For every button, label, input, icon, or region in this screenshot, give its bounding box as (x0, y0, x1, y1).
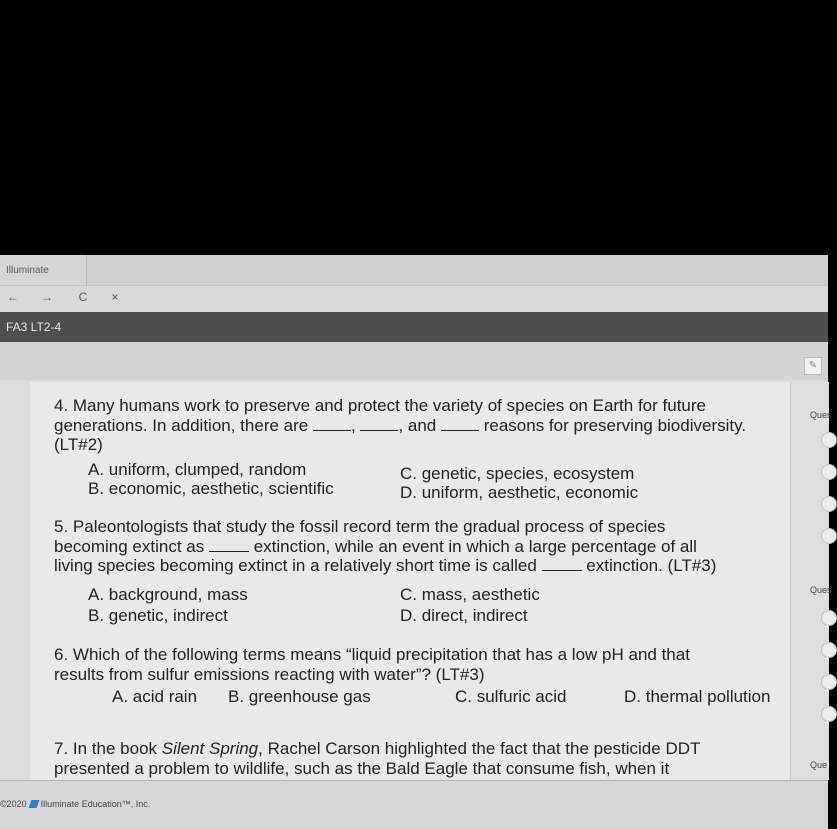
question-4-line-1: 4. Many humans work to preserve and protect the variety of species on Earth for future (54, 396, 706, 415)
question-5 (54, 517, 716, 576)
q5-option-a[interactable]: A. background, mass (88, 585, 248, 604)
forward-icon[interactable]: → (41, 290, 53, 304)
question-navigator (790, 382, 832, 780)
question-5-line-1: 5. Paleontologists that study the fossil record term the gradual process of species (54, 517, 666, 536)
assessment-titlebar (0, 312, 828, 342)
footer (0, 780, 828, 829)
assessment-title: FA3 LT2-4 (6, 320, 62, 334)
question-dot[interactable] (821, 706, 837, 722)
browser-window (0, 255, 832, 828)
question-5-line-2: becoming extinct as extinction, while an event in which a large percentage of all (54, 536, 697, 556)
answer-blank (360, 416, 398, 431)
answer-blank (542, 556, 582, 571)
q4-option-c[interactable]: C. genetic, species, ecosystem (400, 464, 635, 483)
answer-blank (441, 416, 479, 431)
question-document (30, 382, 790, 780)
q4-option-a[interactable]: A. uniform, clumped, random (88, 460, 307, 479)
close-icon[interactable]: × (111, 290, 119, 304)
edit-icon[interactable]: ✎ (804, 357, 822, 375)
question-dot[interactable] (821, 528, 837, 544)
tab-bar (0, 255, 828, 285)
q6-option-d[interactable]: D. thermal pollution (624, 687, 771, 706)
q6-option-c[interactable]: C. sulfuric acid (455, 687, 567, 706)
question-7-line-2: presented a problem to wildlife, such as the Bald Eagle that consume fish, when it (54, 758, 670, 778)
question-6-line-2: results from sulfur emissions reacting with water”? (LT#3) (54, 664, 485, 684)
question-nav-label[interactable]: Ques (810, 585, 832, 595)
answer-blank (313, 416, 351, 431)
question-dot[interactable] (821, 432, 837, 448)
illuminate-logo-icon (28, 800, 39, 808)
navigation-bar (0, 285, 828, 312)
back-icon[interactable]: ← (7, 290, 19, 304)
browser-tab[interactable] (0, 255, 87, 285)
question-4 (54, 396, 746, 455)
book-title: Silent Spring (161, 739, 259, 758)
question-5-line-3: living species becoming extinct in a relatively short time is called extinction. (LT#3) (54, 556, 717, 575)
q6-option-a[interactable]: A. acid rain (112, 687, 198, 706)
question-6 (54, 645, 690, 684)
q5-option-c[interactable]: C. mass, aesthetic (400, 585, 540, 604)
q5-option-d[interactable]: D. direct, indirect (400, 606, 528, 625)
question-dot[interactable] (821, 464, 837, 480)
question-4-line-2: generations. In addition, there are , , and reasons for preserving biodiversity. (54, 415, 747, 435)
q5-option-b[interactable]: B. genetic, indirect (88, 606, 228, 625)
q4-option-b[interactable]: B. economic, aesthetic, scientific (88, 479, 334, 498)
question-4-line-3: (LT#2) (54, 435, 103, 454)
answer-blank (209, 537, 249, 552)
question-6-line-1: 6. Which of the following terms means “liquid precipitation that has a low pH and that (54, 645, 690, 664)
q6-option-b[interactable]: B. greenhouse gas (228, 687, 371, 706)
question-dot[interactable] (821, 610, 837, 626)
question-dot[interactable] (821, 674, 837, 690)
question-dot[interactable] (821, 642, 837, 658)
question-nav-label[interactable]: Que (810, 760, 828, 770)
question-nav-label[interactable]: Ques (810, 410, 832, 420)
copyright: ©2020 Illuminate Education™, Inc. (0, 799, 151, 809)
question-7-line-1: 7. In the book Silent Spring, Rachel Carson highlighted the fact that the pesticide DDT (54, 739, 701, 758)
tab-title: Illuminate (6, 265, 49, 276)
q4-option-d[interactable]: D. uniform, aesthetic, economic (400, 483, 639, 502)
toolbar (0, 342, 828, 380)
reload-icon[interactable]: C (78, 290, 88, 304)
question-7 (54, 739, 700, 778)
question-dot[interactable] (821, 496, 837, 512)
